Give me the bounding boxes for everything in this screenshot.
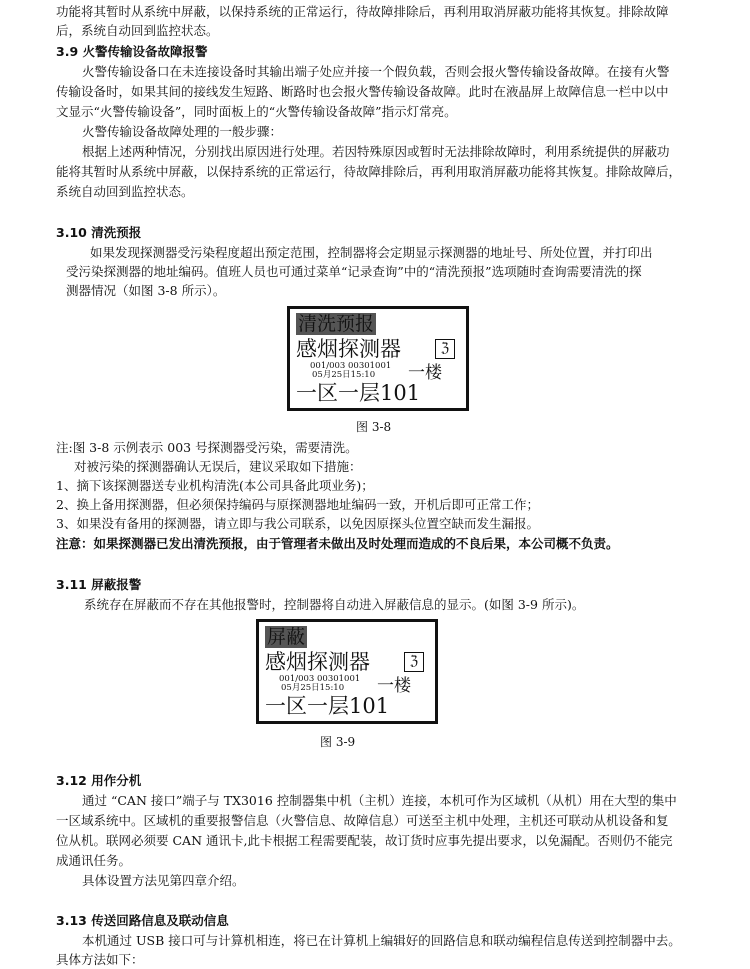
timestamp: 05月25日15:10 [281, 683, 345, 693]
zone-label: 一区一层101 [265, 694, 390, 718]
detector-type: 感烟探测器 [265, 650, 370, 674]
paragraph-line: 后，系统自动回到监控状态。 [56, 23, 219, 38]
paragraph-line: 火警传输设备故障处理的一般步骤： [82, 124, 283, 139]
paragraph-line: 如果发现探测器受污染程度超出预定范围，控制器将会定期显示探测器的地址号、所处位置，并打印出 [90, 245, 653, 260]
paragraph-line: 受污染探测器的地址编码。值班人员也可通过菜单“记录查询”中的“清洗预报”选项随时查询需要清洗的探 [66, 264, 642, 279]
paragraph-line: 成通讯任务。 [56, 853, 132, 868]
paragraph-line: 功能将其暂时从系统中屏蔽，以保持系统的正常运行，待故障排除后，再利用取消屏蔽功能将其恢复。排除故障 [56, 4, 669, 19]
note-line: 注:图 3-8 示例表示 003 号探测器受污染，需要清洗。 [56, 440, 358, 455]
detector-type: 感烟探测器 [296, 337, 401, 361]
paragraph-line: 通过 “CAN 接口”端子与 TX3016 控制器集中机（主机）连接，本机可作为区域机（从机）用在大型的集中 [82, 793, 677, 808]
section-heading-3-11: 3.11 屏蔽报警 [56, 577, 142, 592]
list-item: 2、换上备用探测器，但必须保持编码与原探测器地址编码一致，开机后即可正常工作； [56, 497, 539, 512]
paragraph-line: 一区域系统中。区域机的重要报警信息（火警信息、故障信息）可送至主机中处理，主机还可联动从机设备和复 [56, 813, 669, 828]
paragraph-line: 位从机。联网必须要 CAN 通讯卡,此卡根据工程需要配装，故订货时应事先提出要求，以免漏配。否则仍不能完 [56, 833, 673, 848]
paragraph-line: 能将其暂时从系统中屏蔽，以保持系统的正常运行，待故障排除后，再利用取消屏蔽功能将其恢复。排除故障后， [56, 164, 682, 179]
smoke-detector-icon: ℨ [404, 652, 424, 672]
list-item: 3、如果没有备用的探测器，请立即与我公司联系，以免因原探头位置空缺而发生漏报。 [56, 516, 539, 531]
zone-label: 一区一层101 [296, 381, 421, 405]
list-item: 1、摘下该探测器送专业机构清洗(本公司具备此项业务)； [56, 478, 374, 493]
warning-note: 注意：如果探测器已发出清洗预报，由于管理者未做出及时处理而造成的不良后果，本公司概不负责。 [56, 536, 619, 551]
cleaning-forecast-label: 清洗预报 [298, 313, 375, 335]
paragraph-line: 对被污染的探测器确认无误后，建议采取如下措施： [74, 459, 362, 474]
paragraph-line: 系统自动回到监控状态。 [56, 184, 194, 199]
paragraph-line: 测器情况（如图 3-8 所示）。 [66, 283, 226, 298]
section-heading-3-10: 3.10 清洗预报 [56, 225, 142, 240]
paragraph-line: 具体设置方法见第四章介绍。 [82, 873, 245, 888]
smoke-detector-icon: ℨ [435, 339, 455, 359]
detector-address: 001/003 00301001 [310, 361, 392, 371]
paragraph-line: 火警传输设备口在未连接设备时其输出端子处应并接一个假负载，否则会报火警传输设备故障。在接有火警 [82, 64, 670, 79]
figure-caption: 图 3-8 [356, 420, 392, 434]
section-heading-3-13: 3.13 传送回路信息及联动信息 [56, 913, 229, 928]
paragraph-line: 本机通过 USB 接口可与计算机相连，将已在计算机上编辑好的回路信息和联动编程信息传送到控制器中去。 [82, 933, 681, 948]
section-heading-3-12: 3.12 用作分机 [56, 773, 142, 788]
paragraph-line: 系统存在屏蔽而不存在其他报警时，控制器将自动进入屏蔽信息的显示。(如图 3-9 所示)。 [84, 597, 585, 612]
section-heading-3-9: 3.9 火警传输设备故障报警 [56, 44, 208, 59]
shield-label: 屏蔽 [267, 626, 306, 648]
timestamp: 05月25日15:10 [312, 370, 376, 380]
paragraph-line: 根据上述两种情况，分别找出原因进行处理。若因特殊原因或暂时无法排除故障时，利用系统提供的屏蔽功 [82, 144, 670, 159]
lcd-screen-figure-3-8 [287, 306, 469, 411]
detector-address: 001/003 00301001 [279, 674, 361, 684]
paragraph-line: 具体方法如下： [56, 952, 144, 967]
lcd-screen-figure-3-9 [256, 619, 438, 724]
paragraph-line: 文显示“火警传输设备”，同时面板上的“火警传输设备故障”指示灯常亮。 [56, 104, 457, 119]
figure-caption: 图 3-9 [320, 735, 356, 749]
floor-label: 一楼 [408, 363, 442, 383]
paragraph-line: 传输设备时，如果其间的接线发生短路、断路时也会报火警传输设备故障。此时在液晶屏上故障信息一栏中以中 [56, 84, 669, 99]
floor-label: 一楼 [377, 676, 411, 696]
